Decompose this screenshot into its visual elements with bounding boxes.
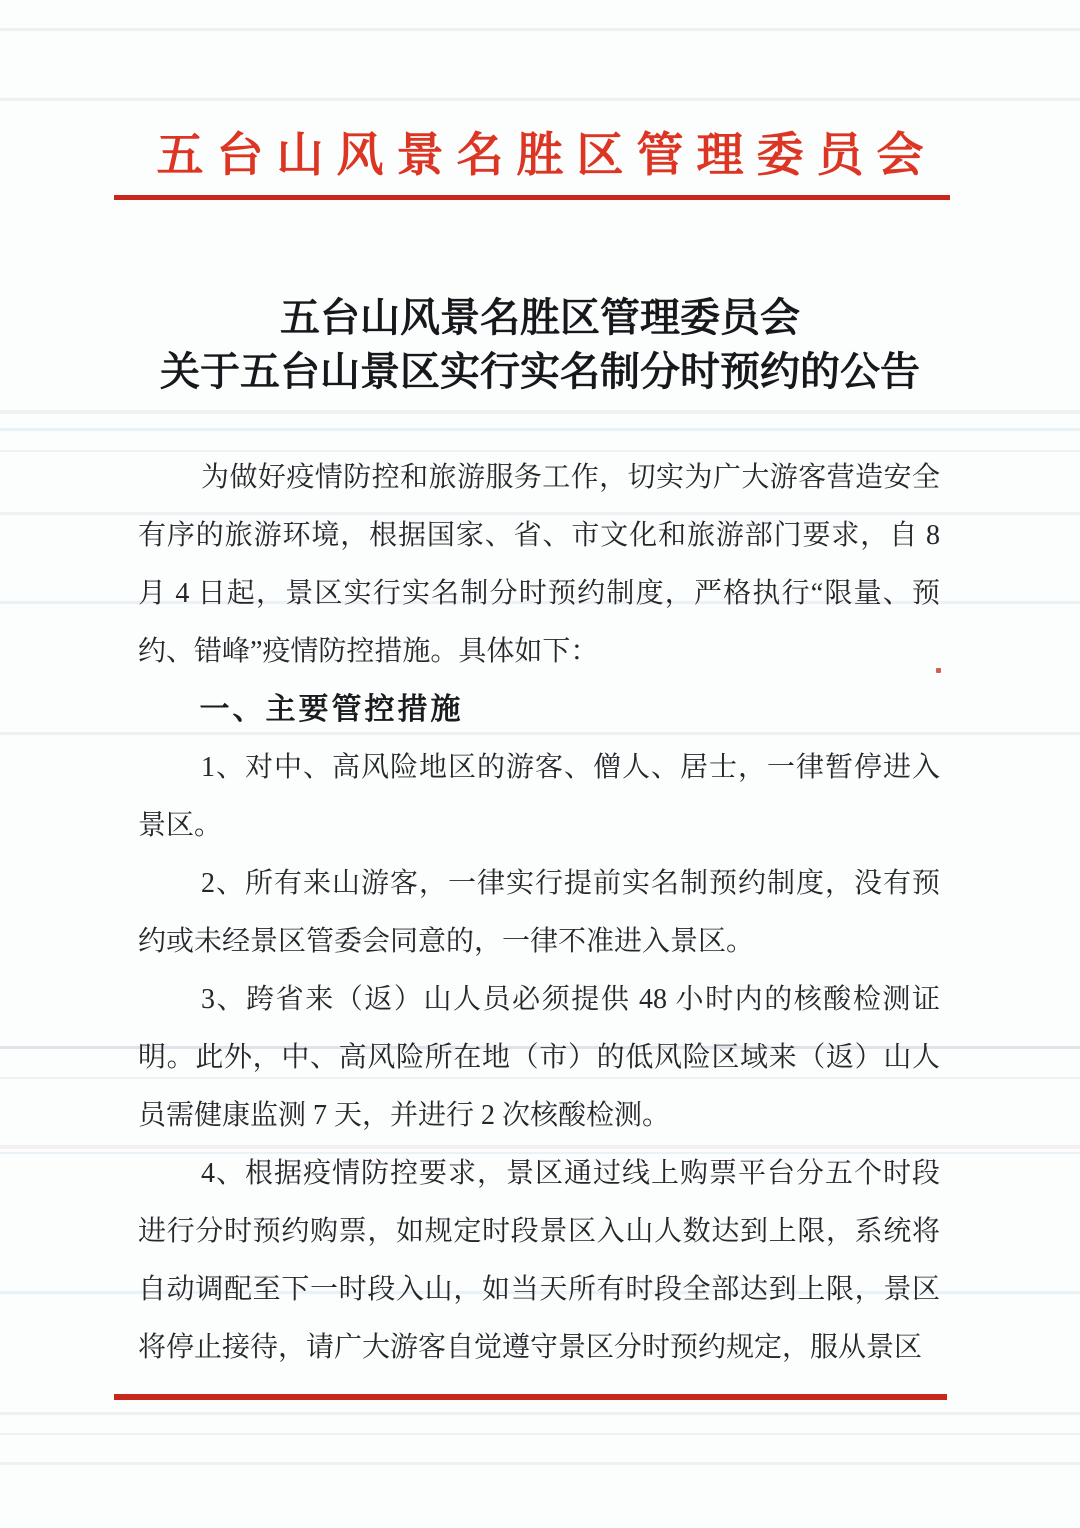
body-paragraph: 为做好疫情防控和旅游服务工作，切实为广大游客营造安全有序的旅游环境，根据国家、省、市文化和旅游部门要求，自 8 月 4 日起，景区实行实名制分时预约制度，严格执行“限量、预约、错峰”疫情防控措施。具体如下：	[138, 462, 940, 667]
scan-streak	[0, 410, 1080, 414]
letterhead-agency-name: 五台山风景名胜区管理委员会	[156, 130, 937, 182]
scan-streak	[0, 98, 1080, 101]
body-paragraph: 3、跨省来（返）山人员必须提供 48 小时内的核酸检测证明。此外，中、高风险所在地（市）的低风险区域来（返）山人员需健康监测 7 天，并进行 2 次核酸检测。	[138, 984, 940, 1131]
footer-rule	[114, 1394, 947, 1400]
document-title-line1: 五台山风景名胜区管理委员会	[280, 295, 800, 340]
letterhead-divider-rule	[114, 195, 950, 200]
document-title-line2: 关于五台山景区实行实名制分时预约的公告	[160, 349, 920, 394]
scan-streak	[0, 1433, 1080, 1435]
body-paragraph: 1、对中、高风险地区的游客、僧人、居士，一律暂停进入景区。	[138, 752, 940, 841]
scan-streak	[0, 1412, 1080, 1415]
scan-streak	[0, 428, 1080, 431]
body-paragraph: 4、根据疫情防控要求，景区通过线上购票平台分五个时段进行分时预约购票，如规定时段景区入山人数达到上限，系统将自动调配至下一时段入山，如当天所有时段全部达到上限，景区将停止接待，请广大游客自觉遵守景区分时预约规定，服从景区	[138, 1158, 940, 1363]
scan-streak	[0, 28, 1080, 31]
document-title	[0, 291, 1080, 399]
document-body	[138, 449, 940, 1377]
scan-streak	[0, 1462, 1080, 1465]
section-heading: 一、主要管控措施	[199, 693, 464, 726]
body-paragraph: 2、所有来山游客，一律实行提前实名制预约制度，没有预约或未经景区管委会同意的，一律不准进入景区。	[138, 868, 940, 957]
